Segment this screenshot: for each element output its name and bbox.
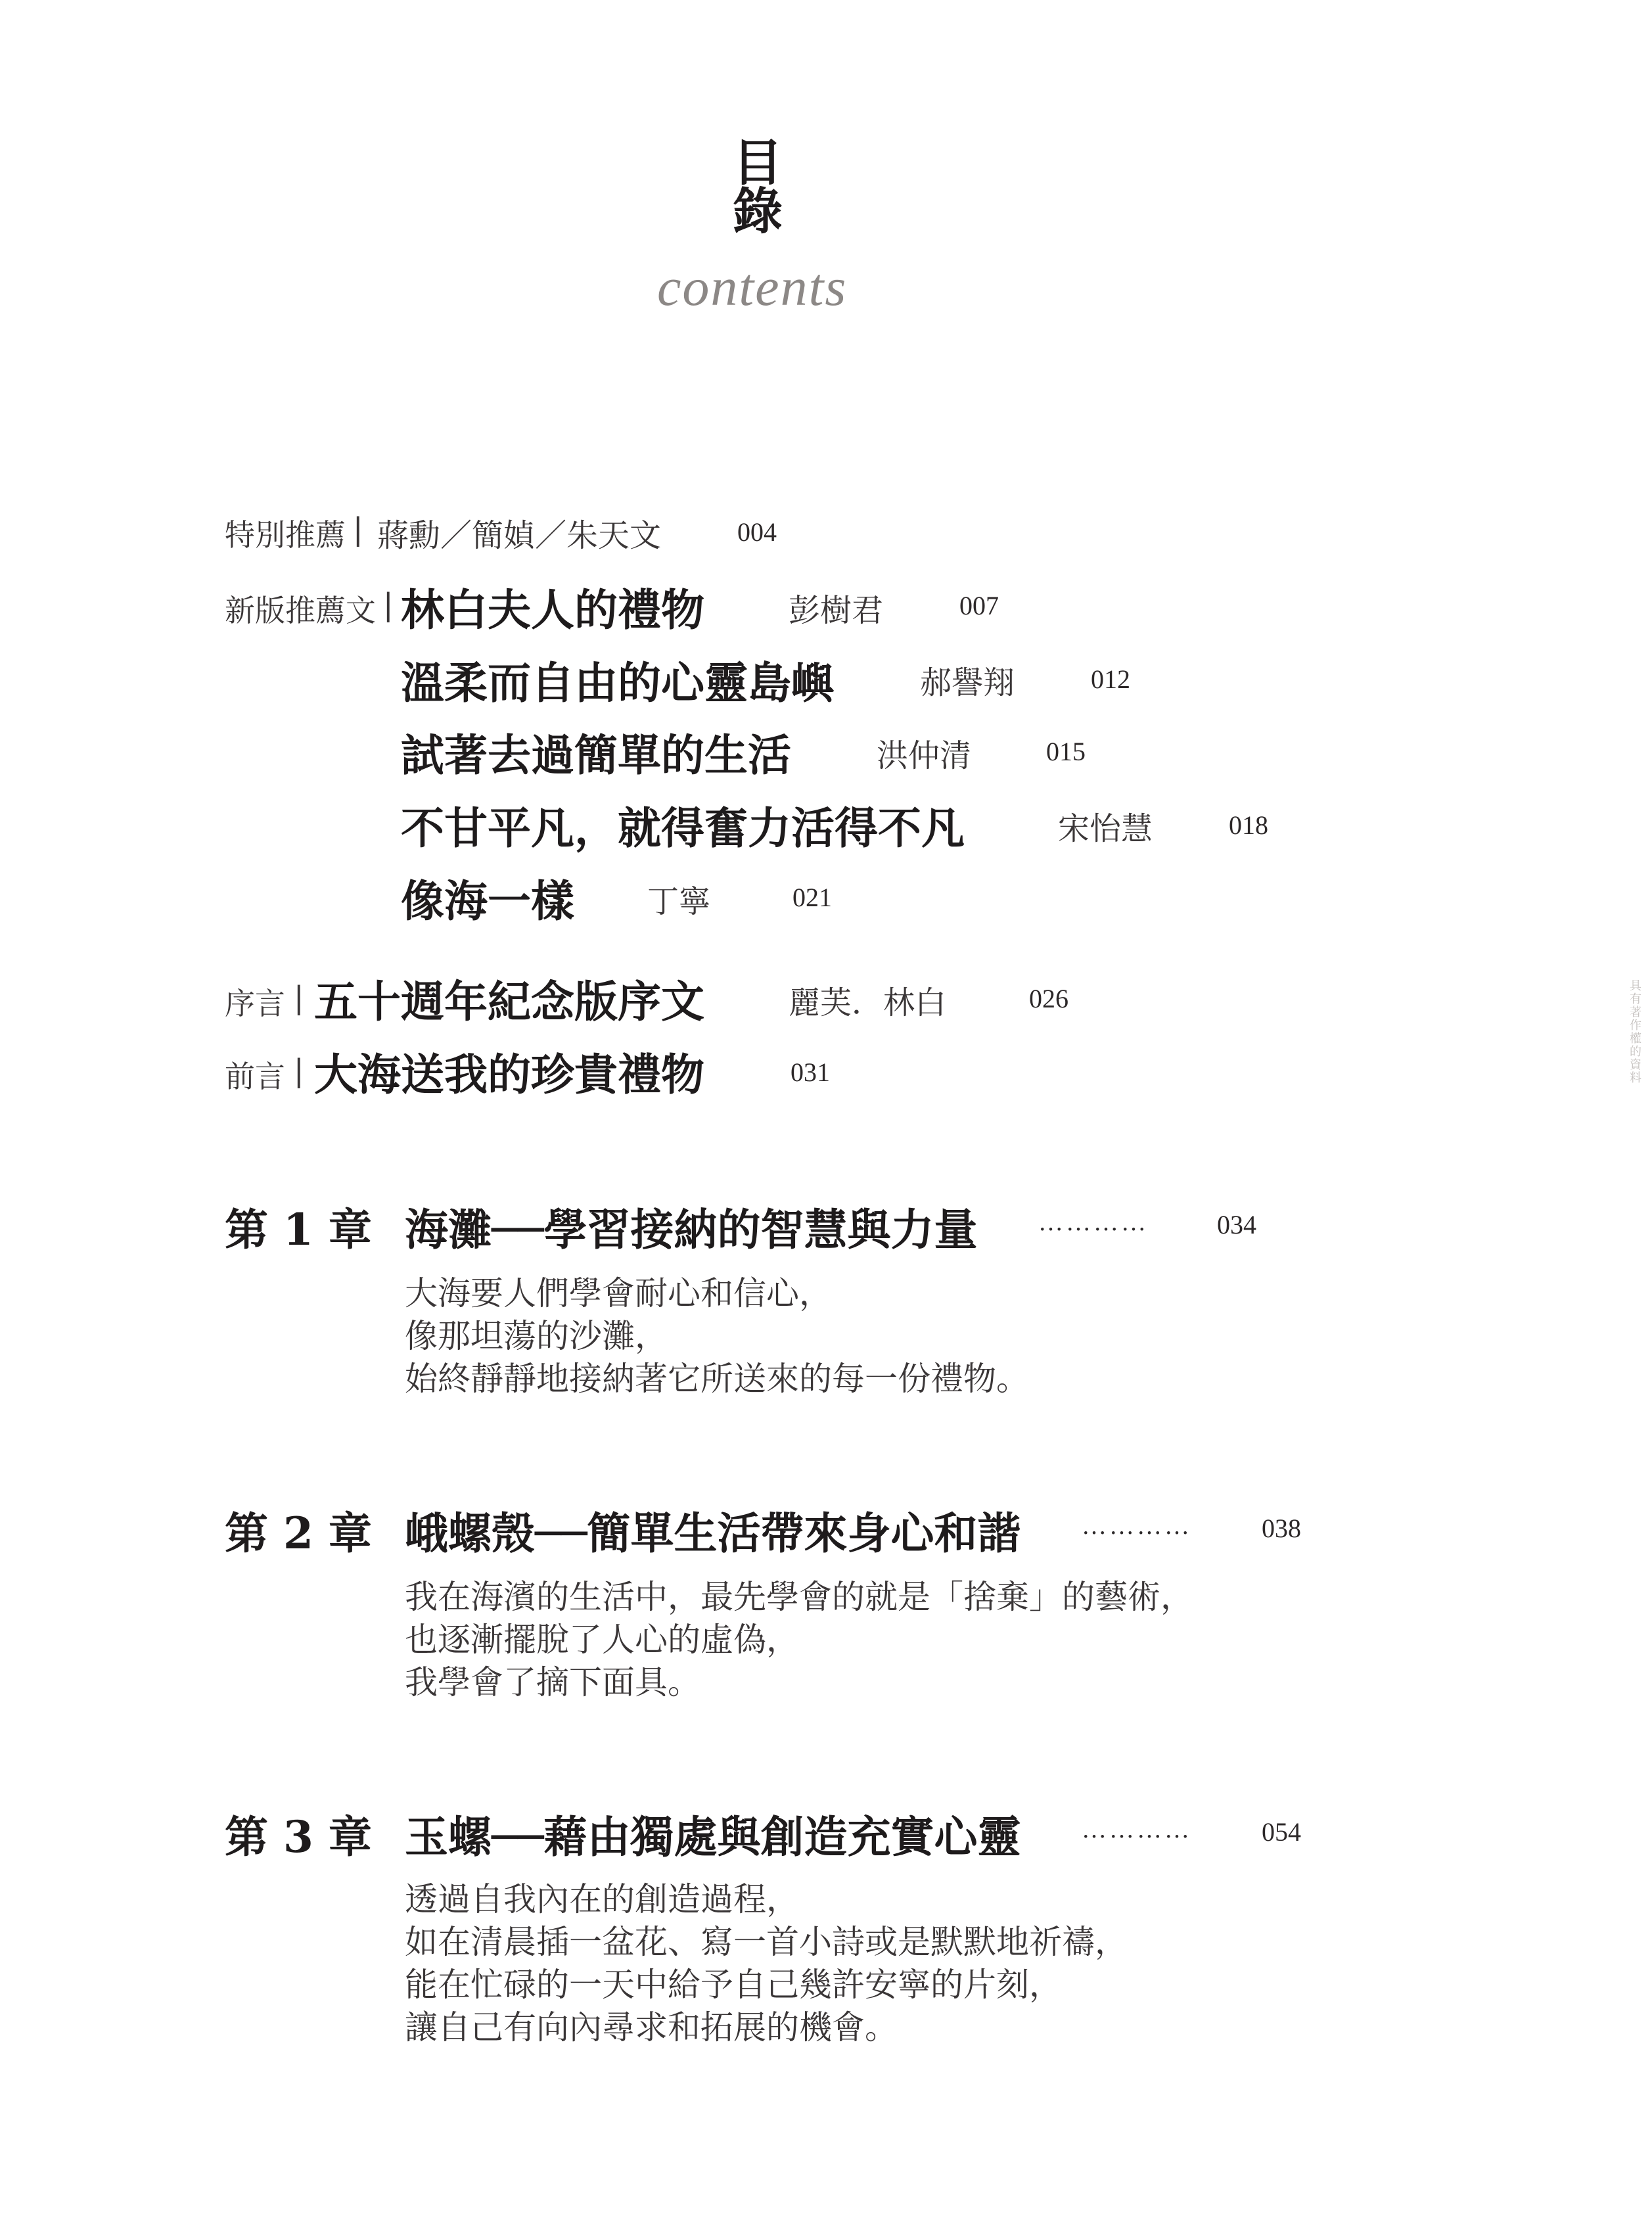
chapter-3-desc-line-1: 透過自我內在的創造過程， [405, 1880, 799, 1918]
chapter-3-desc-line-4: 讓自己有向內尋求和拓展的機會。 [405, 2008, 898, 2047]
preface-separator: | [294, 980, 304, 1015]
chapter-3-desc-line-3: 能在忙碌的一天中給予自己幾許安寧的片刻， [405, 1966, 1062, 2004]
new-edition-author-1: 彭樹君 [789, 592, 884, 629]
new-edition-author-2: 郝譽翔 [920, 664, 1015, 701]
preface-page: 026 [1029, 984, 1068, 1013]
new-edition-title-2: 溫柔而自由的心靈島嶼 [401, 657, 835, 708]
page-title-char-2: 錄 [733, 182, 783, 241]
new-edition-author-5: 丁寧 [647, 883, 711, 920]
preface-title: 五十週年紀念版序文 [314, 976, 704, 1027]
chapter-1-desc-line-1: 大海要人們學會耐心和信心， [405, 1274, 832, 1312]
foreword-title: 大海送我的珍貴禮物 [314, 1049, 704, 1100]
foreword-page: 031 [791, 1057, 830, 1087]
contents-subtitle: contents [657, 257, 848, 317]
chapter-2-desc-line-2: 也逐漸擺脫了人心的虛偽， [405, 1621, 799, 1659]
preface-author: 麗芙．林白 [789, 984, 947, 1021]
chapter-2-page: 038 [1262, 1514, 1301, 1543]
chapter-3-leader-dots: ………… [1082, 1816, 1192, 1843]
new-edition-page-5: 021 [792, 883, 832, 912]
page-title-char-1: 目 [733, 133, 783, 192]
recommend-names: 蔣勳／簡媜／朱天文 [377, 517, 662, 554]
chapter-1-desc-line-3: 始終靜靜地接納著它所送來的每一份禮物。 [405, 1360, 1029, 1398]
recommend-page: 004 [737, 517, 777, 547]
chapter-2-number: 第 2 章 [225, 1508, 372, 1559]
chapter-3-page: 054 [1262, 1817, 1301, 1847]
copyright-side-note: 具有著作權的資料 [1628, 979, 1641, 1084]
chapter-1-number: 第 1 章 [225, 1204, 372, 1255]
new-edition-title-1: 林白夫人的禮物 [401, 584, 704, 636]
chapter-3-title: 玉螺──藉由獨處與創造充實心靈 [405, 1811, 1021, 1862]
new-edition-label: 新版推薦文 [225, 593, 376, 628]
new-edition-page-3: 015 [1046, 737, 1086, 766]
recommend-label: 特別推薦 [225, 517, 346, 553]
chapter-3-desc-line-2: 如在清晨插一盆花、寫一首小詩或是默默地祈禱， [405, 1923, 1128, 1961]
foreword-label: 前言 [225, 1059, 285, 1094]
new-edition-page-2: 012 [1091, 664, 1130, 694]
foreword-separator: | [294, 1053, 304, 1088]
chapter-1-leader-dots: ………… [1038, 1209, 1149, 1236]
new-edition-author-4: 宋怡慧 [1058, 810, 1153, 847]
new-edition-page-1: 007 [959, 591, 999, 620]
new-edition-title-3: 試著去過簡單的生活 [401, 729, 791, 781]
new-edition-title-4: 不甘平凡，就得奮力活得不凡 [401, 802, 965, 854]
recommend-separator: | [353, 511, 363, 547]
new-edition-page-4: 018 [1229, 810, 1268, 840]
chapter-1-desc-line-2: 像那坦蕩的沙灘， [405, 1317, 668, 1355]
preface-label: 序言 [225, 986, 285, 1021]
chapter-2-desc-line-3: 我學會了摘下面具。 [405, 1663, 700, 1701]
new-edition-title-5: 像海一樣 [401, 875, 574, 927]
new-edition-separator: | [383, 587, 394, 622]
chapter-2-desc-line-1: 我在海濱的生活中，最先學會的就是「捨棄」的藝術， [405, 1578, 1193, 1616]
chapter-2-leader-dots: ………… [1082, 1512, 1192, 1540]
chapter-1-title: 海灘──學習接納的智慧與力量 [405, 1204, 978, 1255]
chapter-2-title: 峨螺殼──簡單生活帶來身心和諧 [405, 1508, 1021, 1559]
new-edition-author-3: 洪仲清 [877, 737, 972, 774]
chapter-1-page: 034 [1217, 1210, 1256, 1239]
chapter-3-number: 第 3 章 [225, 1811, 372, 1862]
